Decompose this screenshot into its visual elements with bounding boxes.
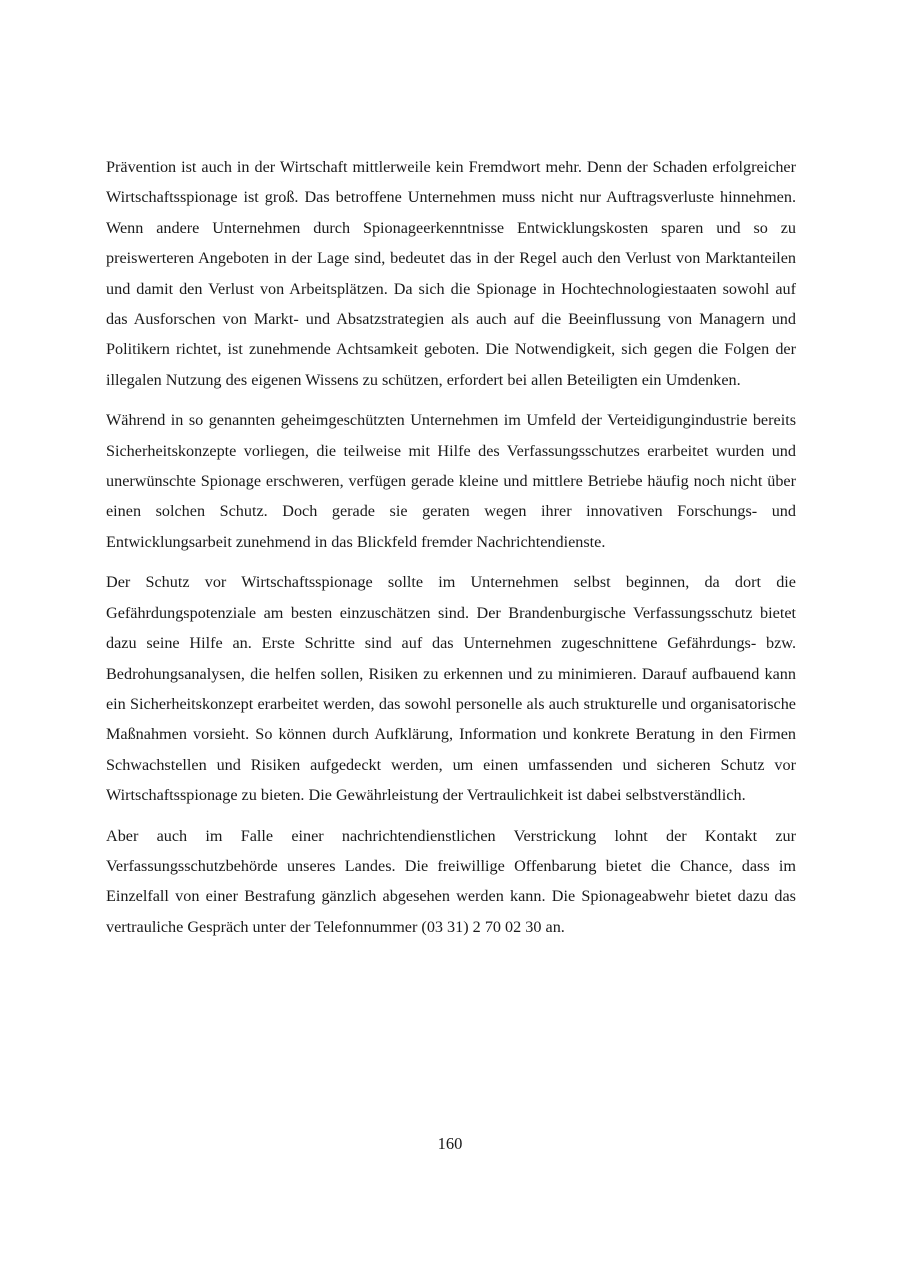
paragraph-protection-measures: Der Schutz vor Wirtschaftsspionage sollte im Unternehmen selbst beginnen, da dort die Gefährdungspotenziale am besten einzuschätzen sind. Der Brandenburgische Verfassungsschutz bietet dazu seine Hilfe an. Erste Schritte sind auf das Unternehmen zugeschnittene Gefährdungs- bzw. Bedrohungsanalysen, die helfen sollen, Risiken zu erkennen und zu minimieren. Darauf aufbauend kann ein Sicherheitskonzept erarbeitet werden, das sowohl personelle als auch strukturelle und organisatorische Maßnahmen vorsieht. So können durch Aufklärung, Information und konkrete Beratung in den Firmen Schwachstellen und Risiken aufgedeckt werden, um einen umfassenden und sicheren Schutz vor Wirtschaftsspionage zu bieten. Die Gewährleistung der Vertraulichkeit ist dabei selbstverständlich. (106, 573, 796, 805)
paragraph-small-businesses: Während in so genannten geheimgeschützten Unternehmen im Umfeld der Verteidigungindustrie bereits Sicherheitskonzepte vorliegen, die teilweise mit Hilfe des Verfassungsschutzes erarbeitet wurden und unerwünschte Spionage erschweren, verfügen gerade kleine und mittlere Betriebe häufig noch nicht über einen solchen Schutz. Doch gerade sie geraten wegen ihrer innovativen Forschungs- und Entwicklungsarbeit zunehmend in das Blickfeld fremder Nachrichtendienste. (106, 411, 796, 551)
page-number: 160 (437, 1134, 463, 1153)
document-body (106, 152, 796, 952)
paragraph-contact: Aber auch im Falle einer nachrichtendienstlichen Verstrickung lohnt der Kontakt zur Verfassungsschutzbehörde unseres Landes. Die freiwillige Offenbarung bietet die Chance, dass im Einzelfall von einer Bestrafung gänzlich abgesehen werden kann. Die Spionageabwehr bietet dazu das vertrauliche Gespräch unter der Telefonnummer (03 31) 2 70 02 30 an. (106, 826, 796, 936)
paragraph-prevention: Prävention ist auch in der Wirtschaft mittlerweile kein Fremdwort mehr. Denn der Schaden erfolgreicher Wirtschaftsspionage ist groß. Das betroffene Unternehmen muss nicht nur Auftragsverluste hinnehmen. Wenn andere Unternehmen durch Spionageerkenntnisse Entwicklungskosten sparen und so zu preiswerteren Angeboten in der Lage sind, bedeutet das in der Regel auch den Verlust von Marktanteilen und damit den Verlust von Arbeitsplätzen. Da sich die Spionage in Hochtechnologiestaaten sowohl auf das Ausforschen von Markt- und Absatzstrategien als auch auf die Beeinflussung von Managern und Politikern richtet, ist zunehmende Achtsamkeit geboten. Die Notwendigkeit, sich gegen die Folgen der illegalen Nutzung des eigenen Wissens zu schützen, erfordert bei allen Beteiligten ein Umdenken. (106, 158, 796, 389)
